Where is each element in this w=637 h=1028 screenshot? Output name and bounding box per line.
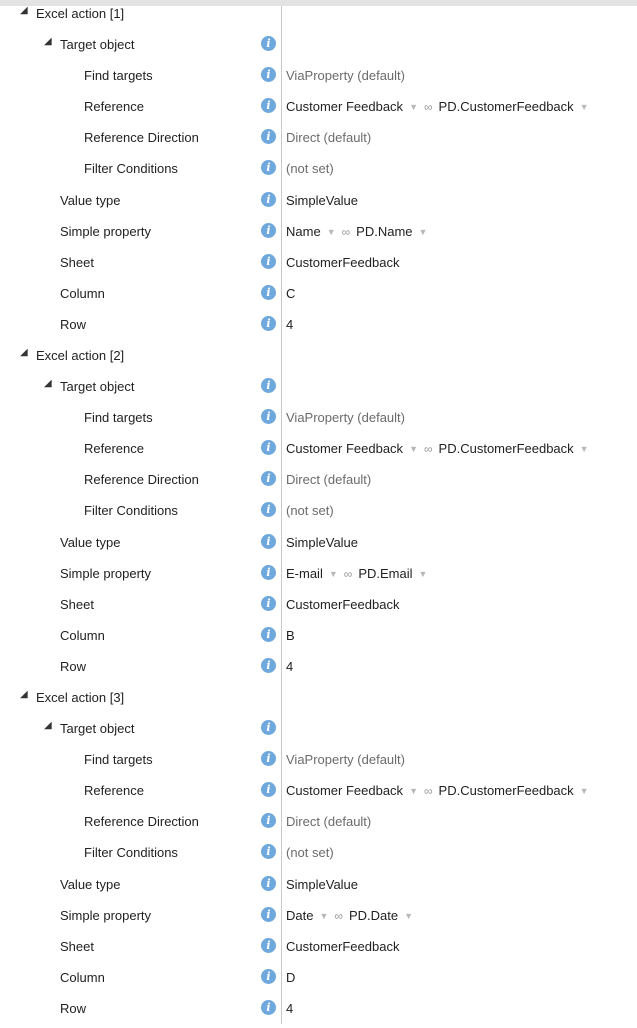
simple-property-linked-property[interactable]: PD.Date	[348, 908, 399, 923]
simple-property-linked-property[interactable]: PD.Name	[356, 224, 413, 239]
value-type-value[interactable]: SimpleValue	[286, 535, 359, 550]
collapse-triangle-icon[interactable]: ◢	[44, 36, 52, 47]
reference-direction-row[interactable]	[0, 811, 637, 841]
target-object-row[interactable]	[0, 34, 637, 64]
reference-direction-row[interactable]	[0, 469, 637, 499]
info-icon[interactable]: i	[261, 471, 276, 486]
column-value[interactable]: C	[286, 286, 296, 301]
info-icon[interactable]: i	[261, 751, 276, 766]
find-targets-row[interactable]	[0, 407, 637, 437]
column-label: Column	[60, 970, 105, 985]
find-targets-value[interactable]: ViaProperty (default)	[286, 752, 405, 767]
simple-property-linked-property[interactable]: PD.Email	[358, 566, 413, 581]
link-icon: ∞	[343, 567, 353, 581]
chevron-down-icon[interactable]: ▼	[404, 911, 414, 921]
column-value[interactable]: B	[286, 628, 295, 643]
info-icon[interactable]: i	[261, 565, 276, 580]
value-type-row[interactable]	[0, 532, 637, 562]
filter-conditions-value[interactable]: (not set)	[286, 845, 334, 860]
info-icon[interactable]: i	[261, 440, 276, 455]
find-targets-label: Find targets	[84, 410, 153, 425]
info-icon[interactable]: i	[261, 627, 276, 642]
info-icon[interactable]: i	[261, 969, 276, 984]
simple-property-value-group[interactable]	[286, 566, 433, 581]
column-value[interactable]: D	[286, 970, 296, 985]
sheet-value[interactable]: CustomerFeedback	[286, 939, 400, 954]
excel-action-header[interactable]	[0, 3, 637, 33]
filter-conditions-value[interactable]: (not set)	[286, 503, 334, 518]
reference-label: Reference	[84, 99, 144, 114]
simple-property-row[interactable]	[0, 563, 637, 593]
chevron-down-icon[interactable]: ▼	[409, 444, 418, 454]
info-icon[interactable]: i	[261, 907, 276, 922]
value-type-row[interactable]	[0, 190, 637, 220]
filter-conditions-value[interactable]: (not set)	[286, 161, 334, 176]
sheet-value[interactable]: CustomerFeedback	[286, 255, 400, 270]
find-targets-value[interactable]: ViaProperty (default)	[286, 410, 405, 425]
info-icon[interactable]: i	[261, 98, 276, 113]
target-object-label: Target object	[60, 721, 135, 736]
info-icon[interactable]: i	[261, 1000, 276, 1015]
info-icon[interactable]: i	[261, 502, 276, 517]
link-icon: ∞	[423, 784, 433, 798]
row-label: Row	[60, 1001, 87, 1016]
reference-value-group[interactable]	[286, 441, 595, 456]
value-type-label: Value type	[60, 535, 121, 550]
reference-direction-label: Reference Direction	[84, 472, 199, 487]
sheet-row[interactable]	[0, 252, 637, 282]
chevron-down-icon[interactable]: ▼	[409, 786, 418, 796]
reference-label: Reference	[84, 441, 144, 456]
reference-direction-label: Reference Direction	[84, 814, 199, 829]
row-value[interactable]: 4	[286, 317, 294, 332]
reference-direction-value[interactable]: Direct (default)	[286, 472, 372, 487]
excel-action-header[interactable]	[0, 345, 637, 375]
reference-value-group[interactable]	[286, 783, 595, 798]
info-icon[interactable]: i	[261, 129, 276, 144]
simple-property-value-group[interactable]	[286, 908, 419, 923]
reference-linked-property[interactable]: PD.CustomerFeedback	[438, 99, 574, 114]
find-targets-row[interactable]	[0, 65, 637, 95]
filter-conditions-label: Filter Conditions	[84, 503, 178, 518]
target-object-label: Target object	[60, 37, 135, 52]
excel-action-title: Excel action [3]	[36, 690, 125, 705]
link-icon: ∞	[423, 442, 433, 456]
info-icon[interactable]: i	[261, 36, 276, 51]
value-type-label: Value type	[60, 877, 121, 892]
excel-action-title: Excel action [1]	[36, 6, 125, 21]
chevron-down-icon[interactable]: ▼	[319, 911, 329, 921]
target-object-row[interactable]	[0, 718, 637, 748]
reference-row[interactable]	[0, 780, 637, 810]
find-targets-label: Find targets	[84, 752, 153, 767]
filter-conditions-row[interactable]	[0, 842, 637, 872]
column-label: Column	[60, 628, 105, 643]
reference-value[interactable]: Customer Feedback	[286, 99, 404, 114]
collapse-triangle-icon[interactable]: ◢	[44, 720, 52, 731]
link-icon: ∞	[423, 100, 433, 114]
filter-conditions-label: Filter Conditions	[84, 161, 178, 176]
chevron-down-icon[interactable]: ▼	[418, 569, 428, 579]
reference-direction-row[interactable]	[0, 127, 637, 157]
value-type-value[interactable]: SimpleValue	[286, 877, 359, 892]
simple-property-value-group[interactable]	[286, 224, 433, 239]
value-type-row[interactable]	[0, 874, 637, 904]
row-row[interactable]	[0, 656, 637, 686]
reference-label: Reference	[84, 783, 144, 798]
reference-linked-property[interactable]: PD.CustomerFeedback	[438, 441, 574, 456]
info-icon[interactable]: i	[261, 844, 276, 859]
info-icon[interactable]: i	[261, 534, 276, 549]
simple-property-label: Simple property	[60, 224, 152, 239]
collapse-triangle-icon[interactable]: ◢	[20, 689, 28, 700]
info-icon[interactable]: i	[261, 813, 276, 828]
chevron-down-icon[interactable]: ▼	[579, 444, 589, 454]
reference-row[interactable]	[0, 438, 637, 468]
reference-row[interactable]	[0, 96, 637, 126]
simple-property-label: Simple property	[60, 566, 152, 581]
sheet-row[interactable]	[0, 936, 637, 966]
sheet-label: Sheet	[60, 255, 94, 270]
reference-linked-property[interactable]: PD.CustomerFeedback	[438, 783, 574, 798]
reference-direction-value[interactable]: Direct (default)	[286, 814, 372, 829]
simple-property-value[interactable]: Date	[286, 908, 314, 923]
info-icon[interactable]: i	[261, 223, 276, 238]
info-icon[interactable]: i	[261, 876, 276, 891]
collapse-triangle-icon[interactable]: ◢	[44, 378, 52, 389]
reference-value-group[interactable]	[286, 99, 595, 114]
row-value[interactable]: 4	[286, 659, 294, 674]
info-icon[interactable]: i	[261, 720, 276, 735]
link-icon: ∞	[334, 909, 343, 923]
chevron-down-icon[interactable]: ▼	[418, 227, 428, 237]
filter-conditions-row[interactable]	[0, 158, 637, 188]
sheet-label: Sheet	[60, 939, 94, 954]
info-icon[interactable]: i	[261, 160, 276, 175]
info-icon[interactable]: i	[261, 378, 276, 393]
info-icon[interactable]: i	[261, 192, 276, 207]
sheet-row[interactable]	[0, 594, 637, 624]
info-icon[interactable]: i	[261, 285, 276, 300]
reference-value[interactable]: Customer Feedback	[286, 783, 404, 798]
excel-action-header[interactable]	[0, 687, 637, 717]
row-value[interactable]: 4	[286, 1001, 294, 1016]
sheet-value[interactable]: CustomerFeedback	[286, 597, 400, 612]
info-icon[interactable]: i	[261, 658, 276, 673]
target-object-label: Target object	[60, 379, 135, 394]
info-icon[interactable]: i	[261, 316, 276, 331]
chevron-down-icon[interactable]: ▼	[579, 102, 589, 112]
reference-value[interactable]: Customer Feedback	[286, 441, 404, 456]
chevron-down-icon[interactable]: ▼	[328, 569, 338, 579]
column-label: Column	[60, 286, 105, 301]
simple-property-value[interactable]: Name	[286, 224, 321, 239]
info-icon[interactable]: i	[261, 596, 276, 611]
column-row[interactable]	[0, 283, 637, 313]
info-icon[interactable]: i	[261, 938, 276, 953]
reference-direction-label: Reference Direction	[84, 130, 199, 145]
excel-action-title: Excel action [2]	[36, 348, 125, 363]
collapse-triangle-icon[interactable]: ◢	[20, 5, 28, 16]
column-row[interactable]	[0, 625, 637, 655]
info-icon[interactable]: i	[261, 782, 276, 797]
filter-conditions-row[interactable]	[0, 500, 637, 530]
chevron-down-icon[interactable]: ▼	[579, 786, 589, 796]
column-row[interactable]	[0, 967, 637, 997]
info-icon[interactable]: i	[261, 67, 276, 82]
target-object-row[interactable]	[0, 376, 637, 406]
row-label: Row	[60, 659, 87, 674]
simple-property-label: Simple property	[60, 908, 152, 923]
chevron-down-icon[interactable]: ▼	[409, 102, 418, 112]
reference-direction-value[interactable]: Direct (default)	[286, 130, 372, 145]
row-label: Row	[60, 317, 87, 332]
chevron-down-icon[interactable]: ▼	[326, 227, 336, 237]
find-targets-value[interactable]: ViaProperty (default)	[286, 68, 405, 83]
find-targets-row[interactable]	[0, 749, 637, 779]
simple-property-row[interactable]	[0, 905, 637, 935]
simple-property-row[interactable]	[0, 221, 637, 251]
link-icon: ∞	[341, 225, 351, 239]
collapse-triangle-icon[interactable]: ◢	[20, 347, 28, 358]
filter-conditions-label: Filter Conditions	[84, 845, 178, 860]
row-row[interactable]	[0, 314, 637, 344]
find-targets-label: Find targets	[84, 68, 153, 83]
sheet-label: Sheet	[60, 597, 94, 612]
info-icon[interactable]: i	[261, 409, 276, 424]
simple-property-value[interactable]: E-mail	[286, 566, 323, 581]
value-type-value[interactable]: SimpleValue	[286, 193, 359, 208]
value-type-label: Value type	[60, 193, 121, 208]
info-icon[interactable]: i	[261, 254, 276, 269]
